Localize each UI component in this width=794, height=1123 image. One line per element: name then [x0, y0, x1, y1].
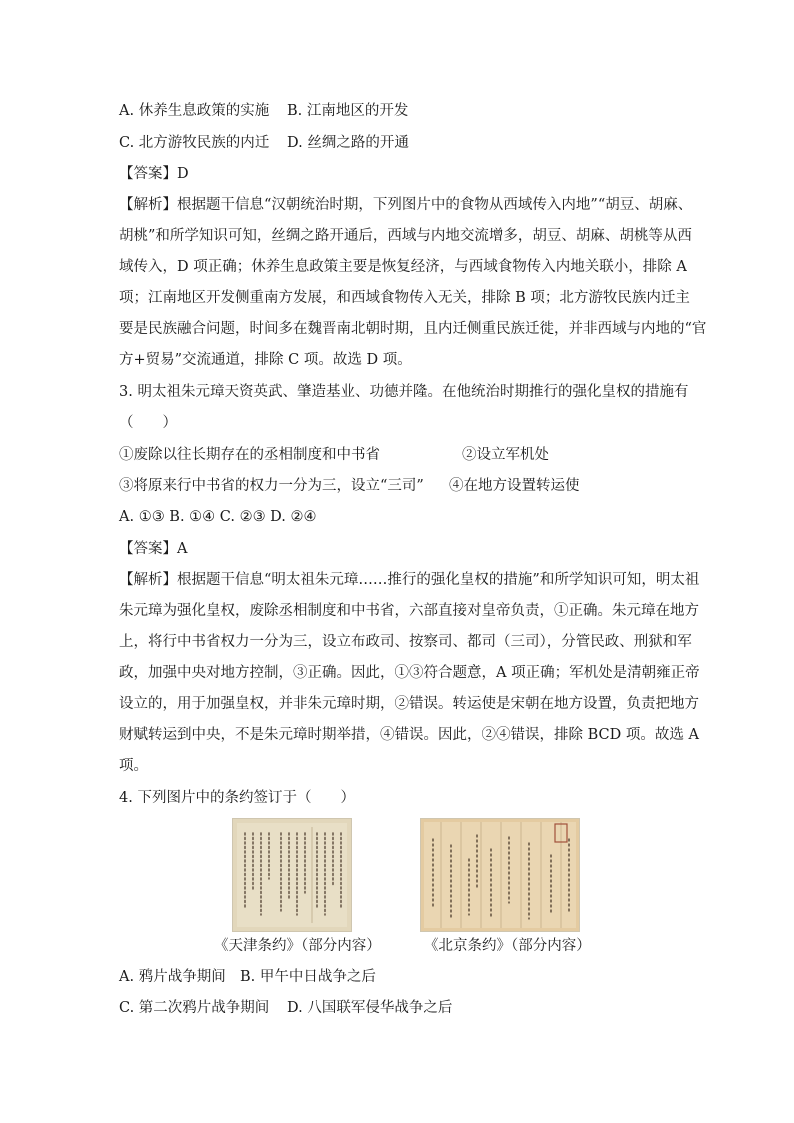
q3-analysis-line: 上，将行中书省权力一分为三，设立布政司、按察司、都司（三司），分管民政、刑狱和军: [119, 634, 692, 650]
q3-stem-line: （ ）: [119, 415, 177, 431]
q2-answer: 【答案】D: [119, 166, 189, 182]
tianjin-treaty-caption: 《天津条约》（部分内容）: [214, 938, 381, 954]
q2-option-a: A. 休养生息政策的实施: [119, 103, 270, 119]
q3-analysis-line: 设立的，用于加强皇权，并非朱元璋时期，②错误。转运使是宋朝在地方设置，负责把地方: [119, 696, 699, 712]
q2-option-row-1: [119, 101, 409, 121]
q2-option-d: D. 丝绸之路的开通: [287, 135, 409, 151]
q4-option-b: B. 甲午中日战争之后: [240, 969, 376, 985]
q3-options: A. ①③ B. ①④ C. ②③ D. ②④: [119, 509, 317, 525]
q2-analysis-line: 项；江南地区开发侧重南方发展，和西域食物传入无关，排除 B 项；北方游牧民族内迁主: [119, 290, 690, 306]
q3-item-1: ①废除以往长期存在的丞相制度和中书省: [119, 447, 380, 463]
q3-analysis-line: 项。: [119, 758, 148, 774]
q3-answer: 【答案】A: [119, 541, 188, 557]
q2-analysis-line: 【解析】根据题干信息“汉朝统治时期，下列图片中的食物从西域传入内地”“胡豆、胡麻、: [119, 197, 693, 213]
q4-option-row-1: [119, 967, 376, 987]
treaty-document-icon: [233, 819, 351, 931]
q2-analysis-line: 域传入，D 项正确；休养生息政策主要是恢复经济，与西域食物传入内地关联小，排除 A: [119, 259, 687, 275]
q3-stem-line: 3. 明太祖朱元璋天资英武、肇造基业、功德并隆。在他统治时期推行的强化皇权的措施有: [119, 384, 689, 400]
q3-items-row-2: [119, 476, 580, 496]
beijing-treaty-image: [420, 818, 580, 932]
q2-option-c: C. 北方游牧民族的内迁: [119, 135, 270, 151]
q3-item-2: ②设立军机处: [462, 447, 549, 463]
q4-option-row-2: [119, 998, 453, 1018]
q4-stem: 4. 下列图片中的条约签订于（ ）: [119, 790, 355, 806]
q3-analysis-line: 财赋转运到中央，不是朱元璋时期举措，④错误。因此，②④错误，排除 BCD 项。故选 A: [119, 727, 699, 743]
q2-option-b: B. 江南地区的开发: [287, 103, 409, 119]
q4-option-a: A. 鸦片战争期间: [119, 969, 226, 985]
q3-analysis-line: 朱元璋为强化皇权，废除丞相制度和中书省，六部直接对皇帝负责，①正确。朱元璋在地方: [119, 603, 699, 619]
tianjin-treaty-image: [232, 818, 352, 932]
q2-option-row-2: [119, 133, 409, 153]
treaty-document-icon: [421, 819, 579, 931]
q3-analysis-line: 政，加强中央对地方控制，③正确。因此，①③符合题意，A 项正确；军机处是清朝雍正帝: [119, 665, 700, 681]
q2-analysis-line: 方+贸易”交流通道，排除 C 项。故选 D 项。: [119, 352, 412, 368]
q3-analysis-line: 【解析】根据题干信息“明太祖朱元璋……推行的强化皇权的措施”和所学知识可知，明太祖: [119, 572, 700, 588]
q2-analysis-line: 要是民族融合问题，时间多在魏晋南北朝时期，且内迁侧重民族迁徙，并非西域与内地的“官: [119, 321, 707, 337]
q2-analysis-line: 胡桃”和所学知识可知，丝绸之路开通后，西域与内地交流增多，胡豆、胡麻、胡桃等从西: [119, 228, 692, 244]
beijing-treaty-caption: 《北京条约》（部分内容）: [424, 938, 591, 954]
q3-item-3: ③将原来行中书省的权力一分为三，设立“三司”: [119, 478, 424, 494]
q3-item-4: ④在地方设置转运使: [449, 478, 580, 494]
q4-option-d: D. 八国联军侵华战争之后: [287, 1000, 453, 1016]
q4-option-c: C. 第二次鸦片战争期间: [119, 1000, 270, 1016]
q3-items-row-1: [119, 445, 549, 465]
